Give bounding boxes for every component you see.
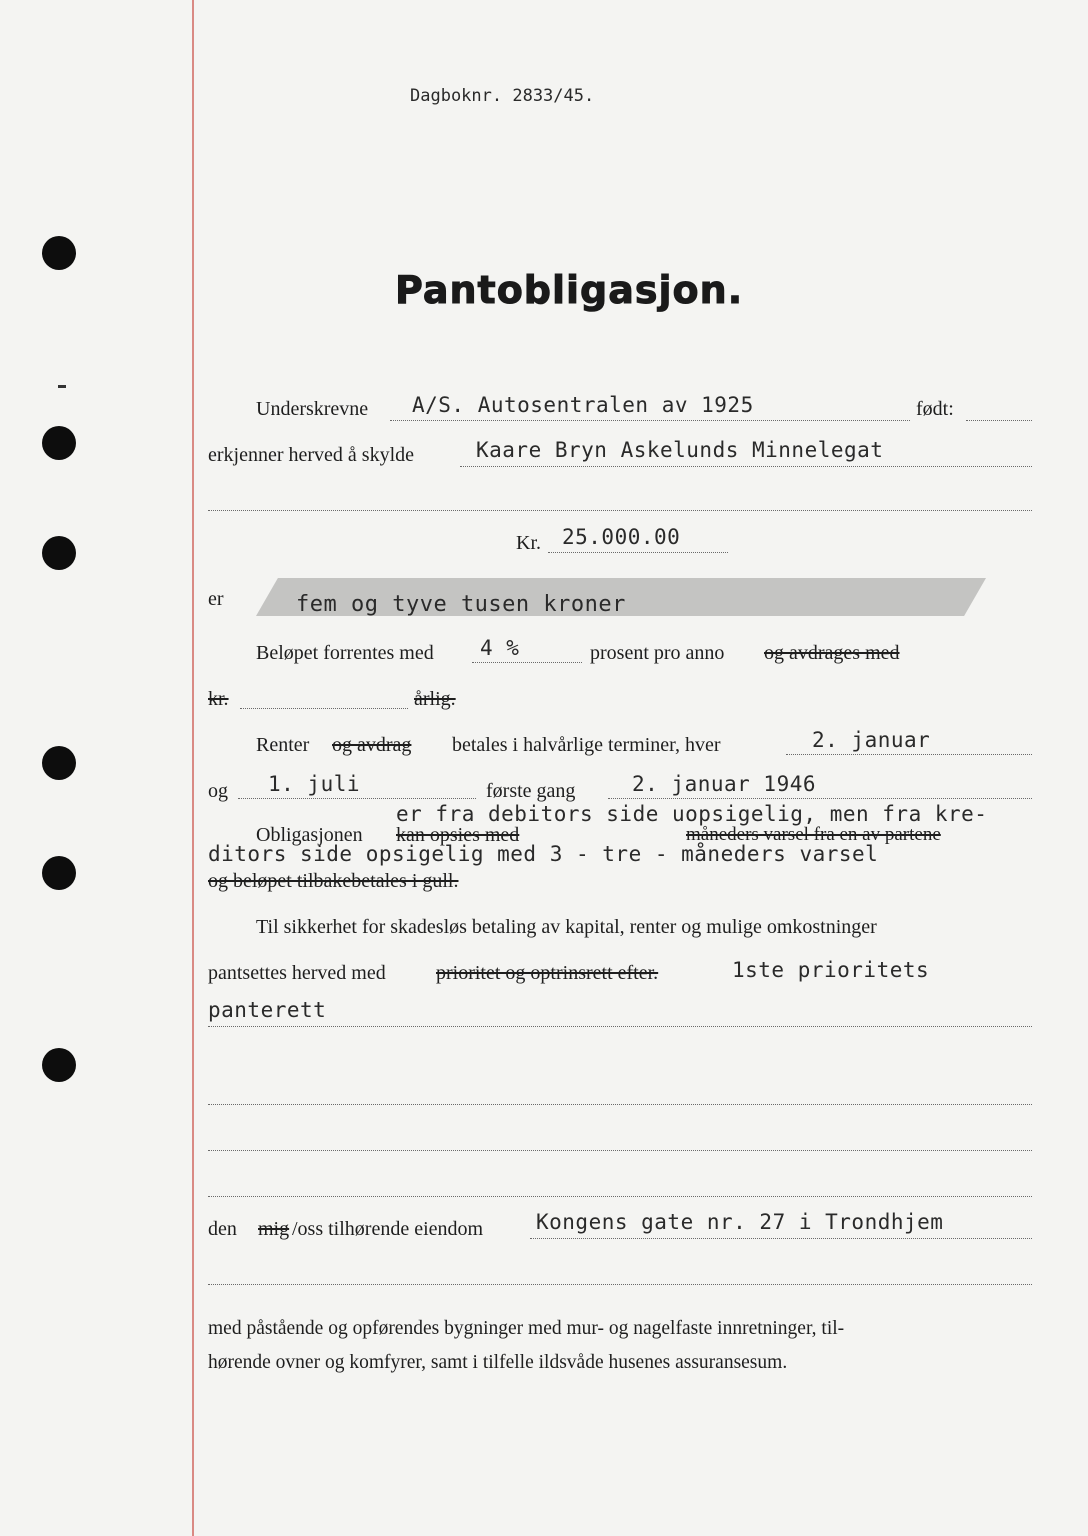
- dotted-line: [238, 798, 476, 799]
- panterett-value: panterett: [208, 998, 327, 1022]
- dotted-line: [786, 754, 1032, 755]
- dotted-line: [530, 1238, 1032, 1239]
- den-label: den: [208, 1218, 237, 1240]
- dotted-line: [460, 466, 1032, 467]
- dotted-line: [208, 510, 1032, 511]
- term1-value: 2. januar: [812, 728, 931, 752]
- gull-strike: og beløpet tilbakebetales i gull.: [208, 870, 459, 892]
- oss-label: /oss tilhørende eiendom: [292, 1218, 484, 1240]
- dotted-line: [472, 662, 582, 663]
- closing-line-1: med påstående og opførendes bygninger med mur- og nagelfaste innretninger, til-: [208, 1318, 845, 1339]
- prioritet-value: 1ste prioritets: [732, 958, 930, 982]
- margin-line: [192, 0, 194, 1536]
- dotted-line: [208, 1104, 1032, 1105]
- punch-hole: [42, 536, 76, 570]
- sikkerhet-text: Til sikkerhet for skadesløs betaling av kapital, renter og mulige omkostninger: [256, 916, 877, 938]
- er-label: er: [208, 588, 224, 610]
- erkjenner-label: erkjenner herved å skylde: [208, 444, 415, 466]
- punch-hole: [42, 1048, 76, 1082]
- pantsettes-label: pantsettes herved med: [208, 962, 386, 984]
- oblig-typed-1: er fra debitors side uopsigelig, men fra kre-: [396, 802, 988, 826]
- oblig-typed-2: ditors side opsigelig med 3 - tre - måneders varsel: [208, 842, 879, 866]
- dotted-line: [390, 420, 910, 421]
- dotted-line: [548, 552, 728, 553]
- betales-label: betales i halvårlige terminer, hver: [452, 734, 721, 756]
- kan-opsies-strike: kan opsies med: [396, 824, 520, 846]
- underskrevne-value: A/S. Autosentralen av 1925: [412, 393, 754, 417]
- underskrevne-label: Underskrevne: [256, 398, 369, 420]
- dotted-line: [966, 420, 1032, 421]
- term2-value: 1. juli: [268, 772, 361, 796]
- punch-hole: [42, 236, 76, 270]
- creditor-value: Kaare Bryn Askelunds Minnelegat: [476, 438, 884, 462]
- dotted-line: [240, 708, 408, 709]
- renter-label: Renter: [256, 734, 310, 756]
- dotted-line: [208, 1196, 1032, 1197]
- margin-mark: [58, 385, 66, 388]
- arlig-strike: årlig.: [414, 688, 456, 710]
- eiendom-value: Kongens gate nr. 27 i Trondhjem: [536, 1210, 944, 1234]
- kr-strike: kr.: [208, 688, 229, 710]
- belopet-label: Beløpet forrentes med: [256, 642, 434, 664]
- dotted-line: [208, 1284, 1032, 1285]
- amount-value: 25.000.00: [562, 525, 681, 549]
- document-title: Pantobligasjon.: [395, 268, 744, 312]
- forste-label: første gang: [486, 780, 576, 802]
- avdrag-strike: og avdrages med: [764, 642, 900, 664]
- dotted-line: [208, 1150, 1032, 1151]
- punch-hole: [42, 856, 76, 890]
- dagbok-number: Dagboknr. 2833/45.: [410, 86, 595, 106]
- punch-hole: [42, 426, 76, 460]
- fodt-label: født:: [916, 398, 954, 420]
- dotted-line: [608, 798, 1032, 799]
- prosent-label: prosent pro anno: [590, 642, 725, 664]
- first-value: 2. januar 1946: [632, 772, 817, 796]
- punch-hole: [42, 746, 76, 780]
- og-avdrag-strike: og avdrag: [332, 734, 412, 756]
- rate-value: 4 %: [480, 636, 520, 660]
- maneders-strike: måneders varsel fra en av partene: [686, 824, 941, 845]
- oblig-label: Obligasjonen: [256, 824, 363, 846]
- prioritet-strike: prioritet og optrinsrett efter.: [436, 962, 659, 984]
- amount-words: fem og tyve tusen kroner: [296, 592, 626, 617]
- mig-strike: mig: [258, 1218, 290, 1240]
- kr-label: Kr.: [516, 532, 541, 554]
- dotted-line: [208, 1026, 1032, 1027]
- closing-line-2: hørende ovner og komfyrer, samt i tilfelle ildsvåde husenes assuransesum.: [208, 1352, 788, 1373]
- og-label: og: [208, 780, 228, 802]
